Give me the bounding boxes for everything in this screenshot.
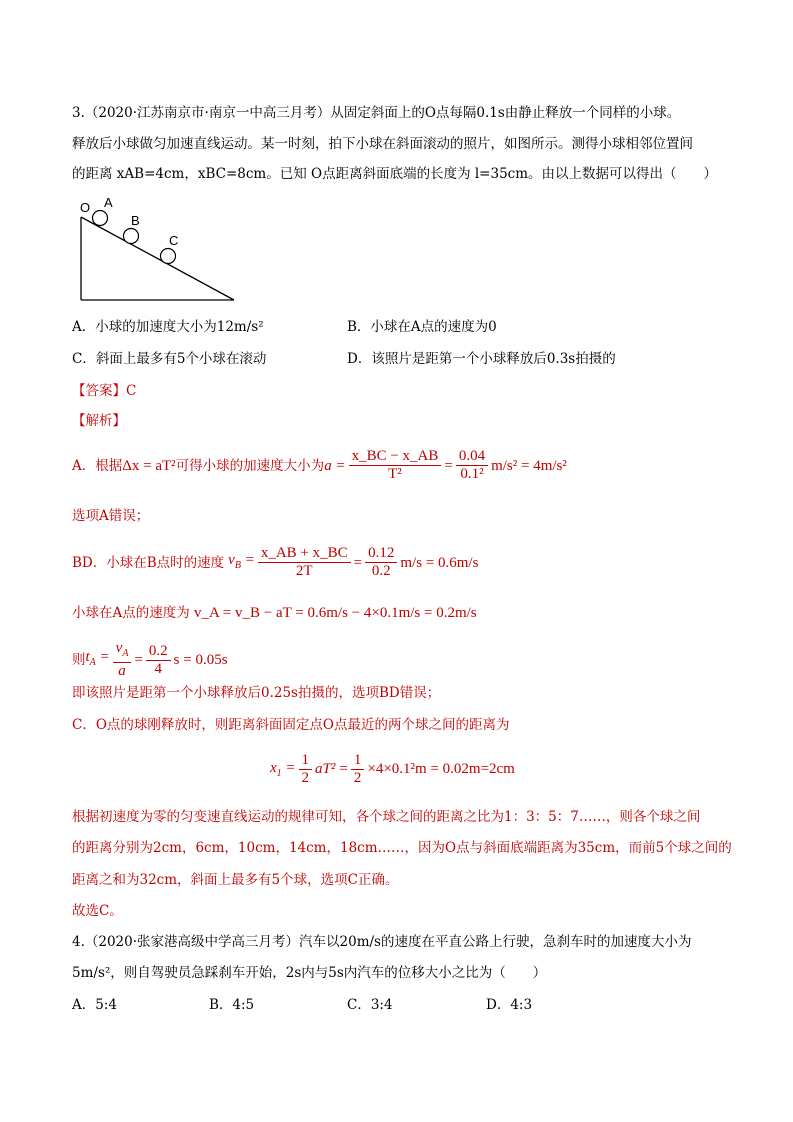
c-text3: 距离之和为32cm，斜面上最多有5个球，选项C正确。 <box>72 872 399 888</box>
q3-line3: 的距离 xAB=4cm，xBC=8cm。已知 O点距离斜面底端的长度为 l=35cm。由以上数据可以得出（ ） <box>72 166 718 182</box>
sol-bd-num: 0.12 <box>365 545 397 563</box>
ta-num: 0.2 <box>146 643 171 661</box>
sol-bd-fnum: x_AB + x_BC <box>258 545 351 563</box>
q4-line2: 5m/s²，则自驾驶员急踩刹车开始，2s内与5s内汽车的位移大小之比为（ ） <box>72 965 547 981</box>
label-a: A <box>104 196 113 210</box>
incline-figure <box>72 196 242 304</box>
sol-a-eq: Δx = aT² <box>122 457 176 474</box>
sol-a-mid: 可得小球的加速度大小为 <box>175 457 325 474</box>
ball-c <box>161 249 176 264</box>
q3-option-c: C．斜面上最多有5个小球在滚动 <box>72 351 267 367</box>
label-o: O <box>80 200 91 215</box>
sol-a-fnum: x_BC − x_AB <box>349 448 442 466</box>
ball-a <box>93 211 108 226</box>
q3-line1: 3.（2020·江苏南京市·南京一中高三月考）从固定斜面上的O点每隔0.1s由静止释放一个同样的小球。 <box>72 105 681 121</box>
ta-result: s = 0.05s <box>173 652 228 668</box>
q3-option-d: D．该照片是距第一个小球释放后0.3s拍摄的 <box>347 351 616 367</box>
ball-b <box>124 229 139 244</box>
bd-conclusion: 即该照片是距第一个小球释放后0.25s拍摄的，选项BD错误； <box>72 685 441 701</box>
sol-a-fden: T² <box>388 466 402 482</box>
x1-formula: $x_1$ = $\frac{1}{2}$ aT² = $\frac{1}{2}$ ×4×0.1²m = 0.02m=2cm <box>270 752 515 786</box>
sol-a-prefix: A．根据 <box>72 457 123 474</box>
q3-final: 故选C。 <box>72 903 123 919</box>
va-prefix: 小球在A点的速度为 <box>72 605 190 621</box>
label-c: C <box>169 233 179 248</box>
q4-option-d: D．4:3 <box>486 997 533 1013</box>
sol-a-num: 0.04 <box>456 448 488 466</box>
q3-line2: 释放后小球做匀加速直线运动。某一时刻，拍下小球在斜面滚动的照片，如图所示。测得小球相邻位置间 <box>72 136 693 152</box>
sol-bd-result: m/s = 0.6m/s <box>400 554 479 571</box>
ta-den: 4 <box>154 660 163 677</box>
q3-option-a: A．小球的加速度大小为12m/s² <box>72 319 264 335</box>
x1-eq: ×4×0.1²m = 0.02m=2cm <box>367 761 515 777</box>
label-b: B <box>131 213 140 228</box>
q3-analysis-title: 【解析】 <box>72 413 126 429</box>
c-text2: 的距离分别为2cm，6cm，10cm，14cm，18cm……，因为O点与斜面底端距离为35cm，而前5个球之间的 <box>72 840 732 856</box>
sol-bd-prefix: BD．小球在B点时的速度 <box>72 554 225 571</box>
ta-prefix: 则 <box>72 652 86 668</box>
q3-option-b: B．小球在A点的速度为0 <box>347 319 497 335</box>
sol-a-den: 0.1² <box>460 466 484 482</box>
va-line <box>72 604 477 622</box>
sol-a-result: m/s² = 4m/s² <box>491 457 567 474</box>
sol-a-line: A．根据 Δx = aT² 可得小球的加速度大小为 a = $\frac{x\_BC - x\_AB}{\text{T²}}$ = $\frac{0.04}{\text{0.1²}}$ m/s² = 4m/s² <box>72 448 567 482</box>
c-intro: C．O点的球刚释放时，则距离斜面固定点O点最近的两个球之间的距离为 <box>72 717 510 733</box>
c-text1: 根据初速度为零的匀变速直线运动的规律可知，各个球之间的距离之比为1：3：5：7……，则各个球之间 <box>72 809 701 825</box>
sol-bd-den: 0.2 <box>371 563 391 579</box>
ta-line: 则 $t_A$ = $\frac{v_A}{a}$ = $\frac{0.2}{4}$ s = 0.05s <box>72 640 228 679</box>
q4-option-c: C．3:4 <box>347 997 393 1013</box>
q4-option-a: A．5:4 <box>72 997 117 1013</box>
sol-bd-line: BD．小球在B点时的速度 $v_B$ = $\frac{x\_AB + x\_BC}{2T}$ = $\frac{0.12}{0.2}$ m/s = 0.6m/s <box>72 545 479 579</box>
q4-option-b: B．4:5 <box>209 997 255 1013</box>
va-eq: v_A = v_B − aT = 0.6m/s − 4×0.1m/s = 0.2m/s <box>194 605 477 621</box>
sol-a-wrong: 选项A错误； <box>72 508 150 524</box>
sol-bd-fden: 2T <box>295 563 313 579</box>
q3-answer: 【答案】C <box>72 383 137 399</box>
incline-slope <box>81 217 234 300</box>
q4-line1: 4.（2020·张家港高级中学高三月考）汽车以20m/s的速度在平直公路上行驶，急刹车时的加速度大小为 <box>72 934 692 950</box>
